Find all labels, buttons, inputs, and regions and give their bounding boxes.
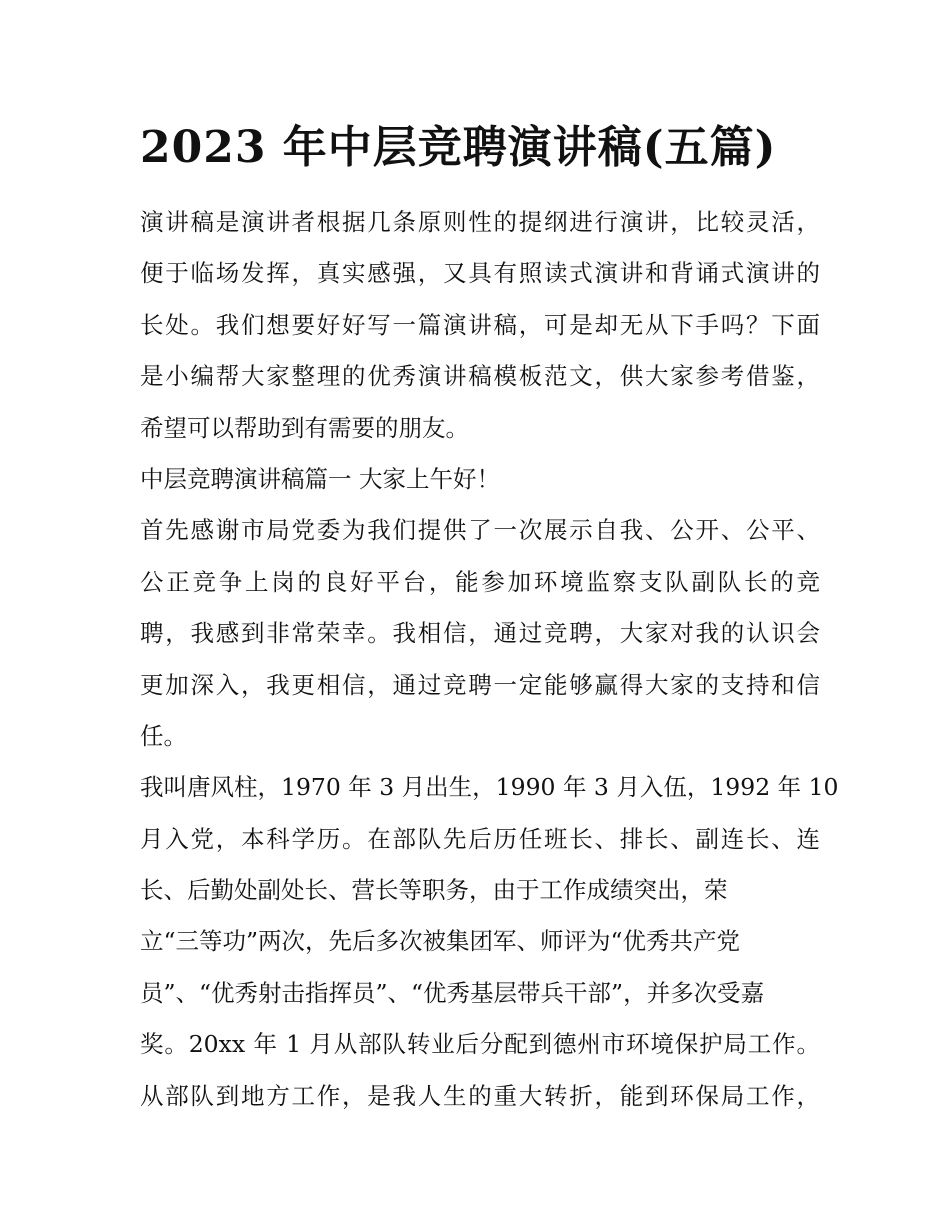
body-line: 员”、“优秀射击指挥员”、“优秀基层带兵干部”，并多次受嘉 xyxy=(140,978,765,1007)
body-line: 演讲稿是演讲者根据几条原则性的提纲进行演讲，比较灵活， xyxy=(140,208,820,236)
body-line: 奖。20xx 年 1 月从部队转业后分配到德州市环境保护局工作。 xyxy=(140,1030,820,1059)
body-line: 我叫唐风柱，1970 年 3 月出生，1990 年 3 月入伍，1992 年 10 xyxy=(140,773,839,802)
body-line: 更加深入，我更相信，通过竞聘一定能够赢得大家的支持和信 xyxy=(140,670,820,699)
body-line: 聘，我感到非常荣幸。我相信，通过竞聘，大家对我的认识会 xyxy=(140,619,820,648)
body-line: 立“三等功”两次，先后多次被集团军、师评为“优秀共产党 xyxy=(140,927,741,956)
body-line: 希望可以帮助到有需要的朋友。 xyxy=(140,413,469,442)
document-title: 2023 年中层竞聘演讲稿(五篇) xyxy=(140,122,777,173)
body-line: 任。 xyxy=(140,721,187,750)
document-body xyxy=(140,197,839,1122)
body-line: 从部队到地方工作，是我人生的重大转折，能到环保局工作， xyxy=(140,1081,820,1110)
body-line: 长处。我们想要好好写一篇演讲稿，可是却无从下手吗？下面 xyxy=(140,310,820,339)
body-line: 首先感谢市局党委为我们提供了一次展示自我、公开、公平、 xyxy=(140,516,820,545)
body-line: 长、后勤处副处长、营长等职务，由于工作成绩突出，荣 xyxy=(140,876,728,905)
section-heading: 中层竞聘演讲稿篇一 大家上午好！ xyxy=(140,464,500,493)
body-line: 公正竞争上岗的良好平台，能参加环境监察支队副队长的竞 xyxy=(140,567,820,596)
body-line: 是小编帮大家整理的优秀演讲稿模板范文，供大家参考借鉴， xyxy=(140,362,820,391)
body-line: 月入党，本科学历。在部队先后历任班长、排长、副连长、连 xyxy=(140,824,820,853)
body-line: 便于临场发挥，真实感强，又具有照读式演讲和背诵式演讲的 xyxy=(140,259,820,288)
